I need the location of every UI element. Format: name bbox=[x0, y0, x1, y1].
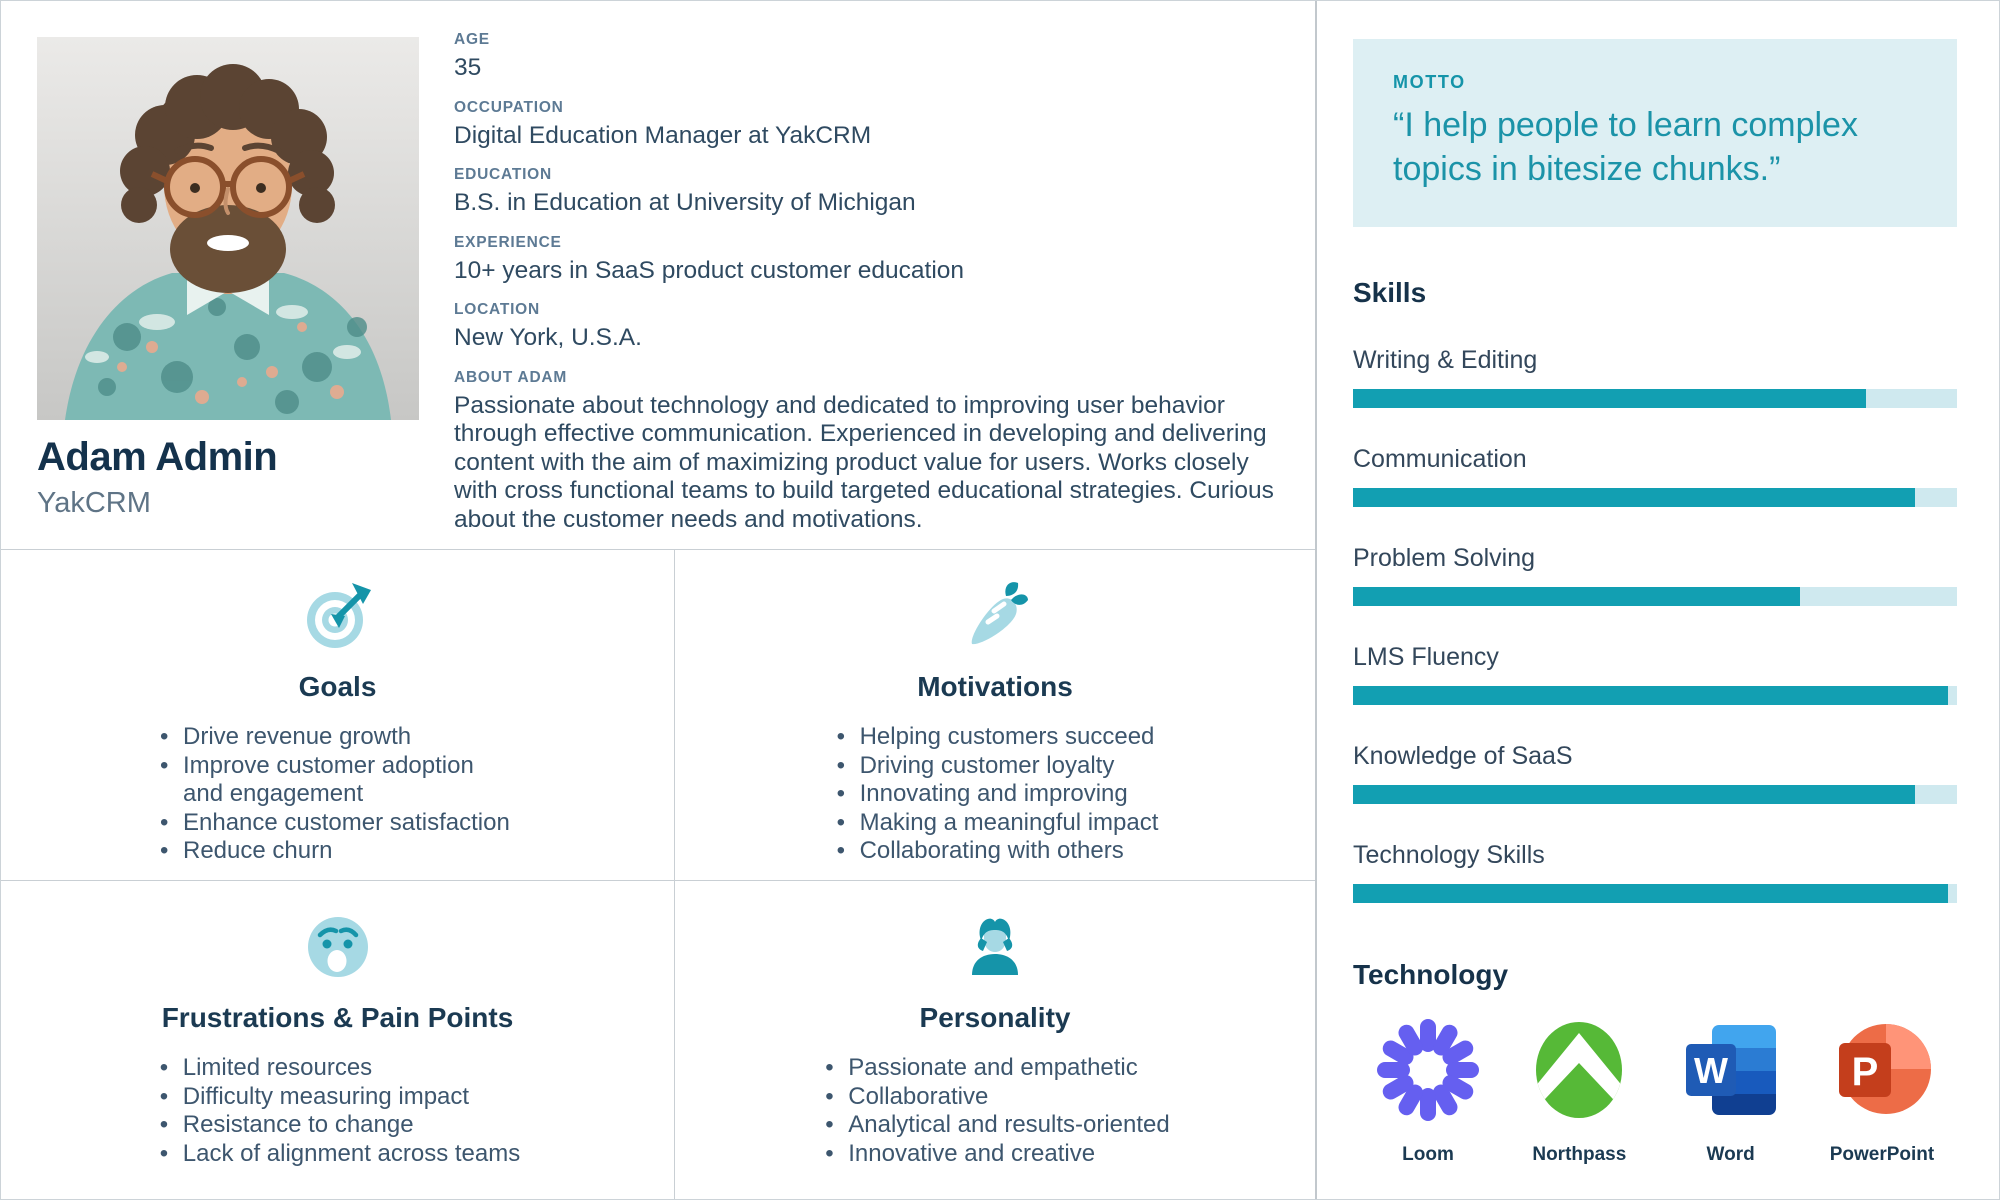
target-icon bbox=[305, 580, 371, 655]
detail-label: LOCATION bbox=[454, 301, 540, 318]
list-item: • Helping customers succeed bbox=[832, 723, 1159, 752]
detail-occupation bbox=[454, 99, 1279, 151]
frustrations-section bbox=[1, 881, 675, 1200]
skill-name: Knowledge of SaaS bbox=[1353, 742, 1573, 771]
detail-age bbox=[454, 31, 1279, 83]
northpass-logo bbox=[1526, 1017, 1632, 1128]
skill-bar-fill bbox=[1353, 884, 1948, 903]
skill-bar-track bbox=[1353, 884, 1957, 903]
logo-caption: Northpass bbox=[1532, 1144, 1627, 1166]
skill-bar-fill bbox=[1353, 389, 1866, 408]
persona-name: Adam Admin bbox=[37, 435, 278, 479]
motivations-title: Motivations bbox=[917, 671, 1073, 702]
detail-education bbox=[454, 166, 1279, 218]
skills-heading: Skills bbox=[1353, 277, 1427, 309]
skill-bar-fill bbox=[1353, 686, 1948, 705]
skill-name: LMS Fluency bbox=[1353, 643, 1499, 672]
list-item: • Innovative and creative bbox=[820, 1140, 1170, 1169]
skill-row bbox=[1353, 346, 1957, 408]
skill-bar-track bbox=[1353, 488, 1957, 507]
list-item: • Driving customer loyalty bbox=[832, 752, 1159, 781]
detail-location bbox=[454, 301, 1279, 353]
detail-value: New York, U.S.A. bbox=[454, 324, 642, 351]
list-item: • Limited resources bbox=[155, 1054, 521, 1083]
logo-caption: Loom bbox=[1402, 1144, 1454, 1166]
name-block bbox=[37, 435, 277, 520]
detail-value: B.S. in Education at University of Michigan bbox=[454, 189, 916, 216]
motto-box bbox=[1353, 39, 1957, 227]
detail-label: AGE bbox=[454, 31, 490, 48]
skill-name: Communication bbox=[1353, 445, 1527, 474]
detail-value: 35 bbox=[454, 54, 482, 81]
skill-name: Writing & Editing bbox=[1353, 346, 1538, 375]
technology-heading: Technology bbox=[1353, 959, 1509, 991]
personality-list bbox=[820, 1054, 1170, 1168]
detail-value: Passionate about technology and dedicated to improving user behavior through effective communication. Experienced in developing and delivering content with the aim of maximizing product value for users. Works closely with cross functional teams to build targeted educational strategies. Curious about the customer needs and motivations. bbox=[454, 391, 1274, 533]
svg-text:W: W bbox=[1693, 1050, 1728, 1092]
logo-caption: PowerPoint bbox=[1829, 1144, 1935, 1166]
skill-bar-fill bbox=[1353, 785, 1915, 804]
detail-label: ABOUT ADAM bbox=[454, 368, 568, 386]
list-item: • Innovating and improving bbox=[832, 780, 1159, 809]
skill-row bbox=[1353, 544, 1957, 606]
worried-face-icon bbox=[305, 911, 371, 986]
detail-about bbox=[454, 369, 1279, 535]
skill-row bbox=[1353, 742, 1957, 804]
detail-label: OCCUPATION bbox=[454, 98, 564, 116]
skill-bar-fill bbox=[1353, 488, 1915, 507]
detail-label: EDUCATION bbox=[454, 166, 552, 183]
list-item: • Enhance customer satisfaction bbox=[155, 809, 520, 838]
goals-section bbox=[1, 550, 675, 881]
skill-row bbox=[1353, 841, 1957, 903]
motivations-list bbox=[832, 723, 1159, 866]
logo-caption: Word bbox=[1706, 1144, 1755, 1166]
sidebar bbox=[1317, 1, 2000, 1200]
list-item: • Lack of alignment across teams bbox=[155, 1140, 521, 1169]
skill-name: Problem Solving bbox=[1353, 544, 1536, 573]
motto-label: MOTTO bbox=[1393, 72, 1466, 92]
person-icon bbox=[962, 911, 1028, 986]
portrait-illustration bbox=[37, 37, 419, 420]
list-item: • Reduce churn bbox=[155, 837, 520, 866]
carrot-icon bbox=[962, 580, 1028, 655]
list-item: • Drive revenue growth bbox=[155, 723, 520, 752]
portrait-photo bbox=[37, 37, 419, 420]
list-item: • Improve customer adoption and engagement bbox=[155, 752, 520, 809]
skill-bar-track bbox=[1353, 785, 1957, 804]
frustrations-title: Frustrations & Pain Points bbox=[161, 1002, 514, 1033]
quadrant-grid bbox=[1, 549, 1315, 1200]
technology-item bbox=[1353, 1017, 1503, 1166]
technology-item bbox=[1807, 1017, 1957, 1166]
list-item: • Collaborative bbox=[820, 1083, 1170, 1112]
detail-value: Digital Education Manager at YakCRM bbox=[454, 121, 872, 149]
skill-bar-fill bbox=[1353, 587, 1800, 606]
technology-logos bbox=[1353, 1017, 1957, 1166]
list-item: • Making a meaningful impact bbox=[832, 809, 1159, 838]
skill-bar-track bbox=[1353, 686, 1957, 705]
detail-label: EXPERIENCE bbox=[454, 233, 562, 251]
list-item: • Resistance to change bbox=[155, 1111, 521, 1140]
skill-name: Technology Skills bbox=[1353, 841, 1545, 870]
persona-company: YakCRM bbox=[37, 487, 151, 519]
skill-row bbox=[1353, 445, 1957, 507]
detail-experience bbox=[454, 234, 1279, 286]
skill-bar-track bbox=[1353, 389, 1957, 408]
skill-bar-track bbox=[1353, 587, 1957, 606]
personality-section bbox=[675, 881, 1315, 1200]
list-item: • Passionate and empathetic bbox=[820, 1054, 1170, 1083]
loom-logo bbox=[1375, 1017, 1481, 1128]
technology-item bbox=[1656, 1017, 1806, 1166]
technology-item bbox=[1504, 1017, 1654, 1166]
powerpoint-logo bbox=[1829, 1017, 1935, 1128]
frustrations-list bbox=[155, 1054, 521, 1168]
svg-text:P: P bbox=[1851, 1050, 1879, 1095]
list-item: • Collaborating with others bbox=[832, 837, 1159, 866]
goals-list bbox=[155, 723, 520, 866]
word-logo bbox=[1678, 1017, 1784, 1128]
list-item: • Difficulty measuring impact bbox=[155, 1083, 521, 1112]
skill-row bbox=[1353, 643, 1957, 705]
bio-details bbox=[454, 31, 1279, 550]
goals-title: Goals bbox=[298, 671, 377, 702]
detail-value: 10+ years in SaaS product customer education bbox=[454, 256, 965, 284]
motto-quote: “I help people to learn complex topics in bitesize chunks.” bbox=[1393, 106, 1858, 189]
list-item: • Analytical and results-oriented bbox=[820, 1111, 1170, 1140]
motivations-section bbox=[675, 550, 1315, 881]
personality-title: Personality bbox=[919, 1002, 1071, 1033]
